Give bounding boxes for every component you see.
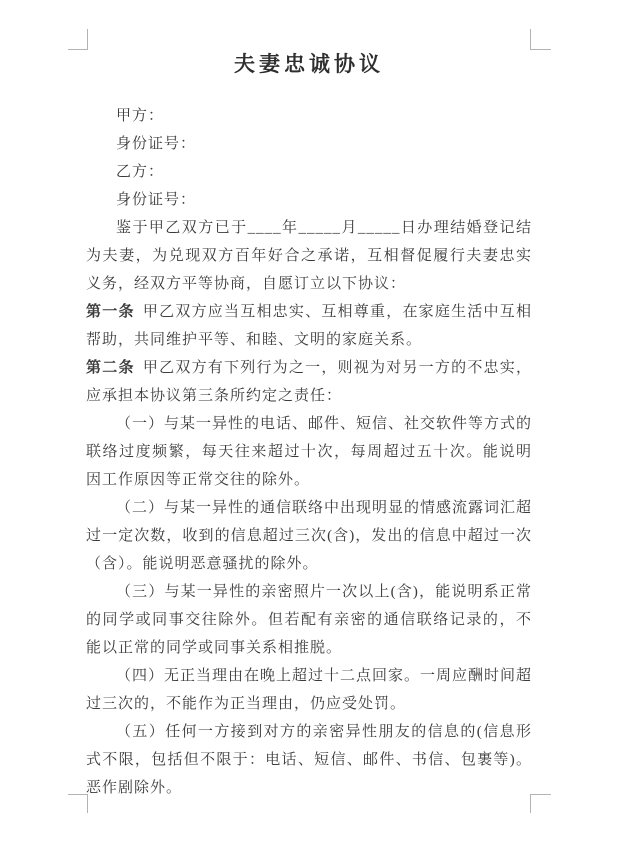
party-b-id-label: 身份证号：	[116, 192, 197, 208]
document-content	[86, 46, 532, 802]
clause-4-paragraph: （四）无正当理由在晚上超过十二点回家。一周应酬时间超过三次的，不能作为正当理由，仍应受处罚。	[86, 668, 533, 712]
clause-3-paragraph: （三）与某一异性的亲密照片一次以上(含)，能说明系正常的同学或同事交往除外。但若配有亲密的通信联络记录的，不能以正常的同学或同事关系相推脱。	[86, 584, 532, 656]
article-2-text: 甲乙双方有下列行为之一，则视为对另一方的不忠实，应承担本协议第三条所约定之责任：	[86, 360, 532, 404]
clause-5-paragraph: （五）任何一方接到对方的亲密异性朋友的信息的(信息形式不限，包括但不限于：电话、短信、邮件、书信、包裹等)。恶作剧除外。	[86, 724, 532, 796]
party-a-id-label: 身份证号：	[116, 136, 197, 152]
clause-1-paragraph: （一）与某一异性的电话、邮件、短信、社交软件等方式的联络过度频繁，每天往来超过十次，每周超过五十次。能说明因工作原因等正常交往的除外。	[86, 416, 533, 488]
article-2-number: 第二条	[86, 360, 135, 376]
article-1-paragraph	[86, 298, 532, 354]
document-title: 夫妻忠诚协议	[234, 52, 384, 76]
preamble-paragraph: 鉴于甲乙双方已于____年_____月_____日办理结婚登记结为夫妻，为兑现双方百年好合之承诺，互相督促履行夫妻忠实义务，经双方平等协商，自愿订立以下协议：	[86, 220, 532, 292]
crop-mark-bottom-left	[68, 794, 88, 813]
party-b-label: 乙方：	[116, 164, 165, 180]
crop-mark-bottom-right	[530, 794, 551, 813]
article-1-text: 甲乙双方应当互相忠实、互相尊重，在家庭生活中互相帮助，共同维护平等、和睦、文明的家庭关系。	[86, 304, 532, 348]
crop-mark-top-right	[530, 29, 551, 50]
crop-mark-top-left	[68, 29, 88, 50]
article-1-number: 第一条	[86, 304, 135, 320]
article-2-paragraph	[86, 354, 532, 410]
clause-2-paragraph: （二）与某一异性的通信联络中出现明显的情感流露词汇超过一定次数，收到的信息超过三次(含)，发出的信息中超过一次（含）。能说明恶意骚扰的除外。	[86, 500, 533, 572]
party-a-label: 甲方：	[116, 108, 165, 124]
